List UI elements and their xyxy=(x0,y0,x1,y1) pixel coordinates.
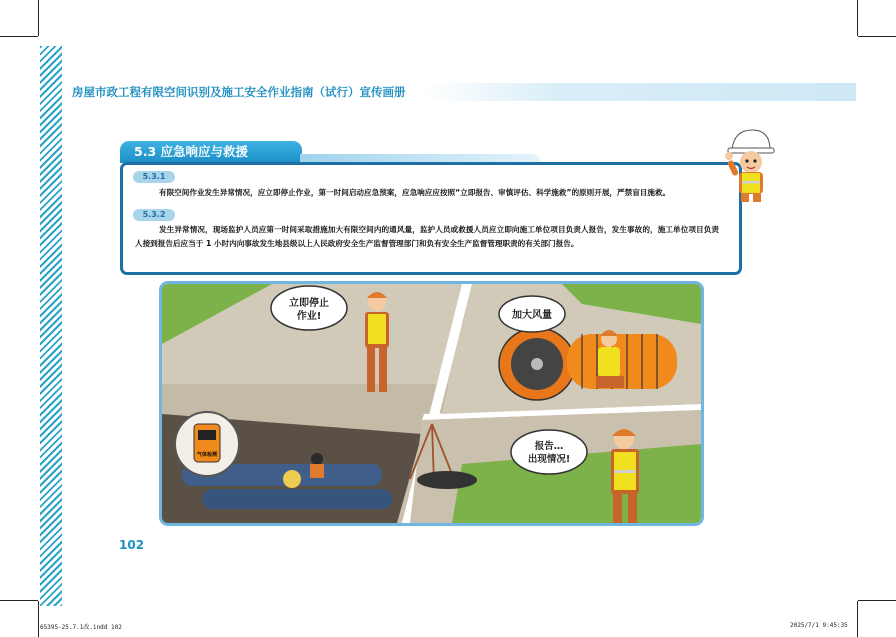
speech-bubble-report-line2: 出现情况! xyxy=(527,454,571,465)
crop-mark xyxy=(857,601,858,637)
detector-label: 气体检测 xyxy=(196,452,218,458)
crop-mark xyxy=(0,600,38,601)
item-text: 有限空间作业发生异常情况，应立即停止作业，第一时间启动应急预案，应急响应应按照“立即报告、审慎评估、科学施救”的原则开展，严禁盲目施救。 xyxy=(159,188,671,197)
speech-bubble-report-line1: 报告… xyxy=(534,441,564,452)
crop-mark xyxy=(0,36,38,37)
section-title: 5.3 应急响应与救援 xyxy=(120,141,302,163)
crop-mark xyxy=(858,600,896,601)
crop-mark xyxy=(858,36,896,37)
footer-file-info: 65395-25.7.1改.indd 102 xyxy=(40,624,122,631)
page-number: 102 xyxy=(119,538,145,552)
item-text: 发生异常情况，现场监护人员应第一时间采取措施加大有限空间内的通风量，监护人员或救援人员应立即向施工单位项目负责人报告，发生事故的，施工单位项目负责人接到报告后应当于 1 小时内向事故发生地县级以上人民政府安全生产监督管理部门和负有安全生产监督管理职责的有关部门报告。 xyxy=(135,225,719,248)
page-header-title: 房屋市政工程有限空间识别及施工安全作业指南（试行）宣传画册 xyxy=(72,85,406,99)
item-number-badge: 5.3.2 xyxy=(133,209,175,221)
illustration-panel xyxy=(159,281,704,526)
mascot-worker-icon xyxy=(722,126,778,204)
footer-timestamp: 2025/7/1 9:45:35 xyxy=(790,622,848,629)
emergency-scene-illustration xyxy=(162,284,701,523)
item-number-badge: 5.3.1 xyxy=(133,171,175,183)
speech-bubble-fan: 加大风量 xyxy=(512,310,552,321)
crop-mark xyxy=(38,0,39,36)
side-stripes xyxy=(40,46,62,606)
section-box xyxy=(120,162,742,275)
speech-bubble-stop-line1: 立即停止 xyxy=(289,298,329,309)
crop-mark xyxy=(857,0,858,36)
crop-mark xyxy=(38,601,39,637)
speech-bubble-stop-line2: 作业! xyxy=(296,311,322,322)
